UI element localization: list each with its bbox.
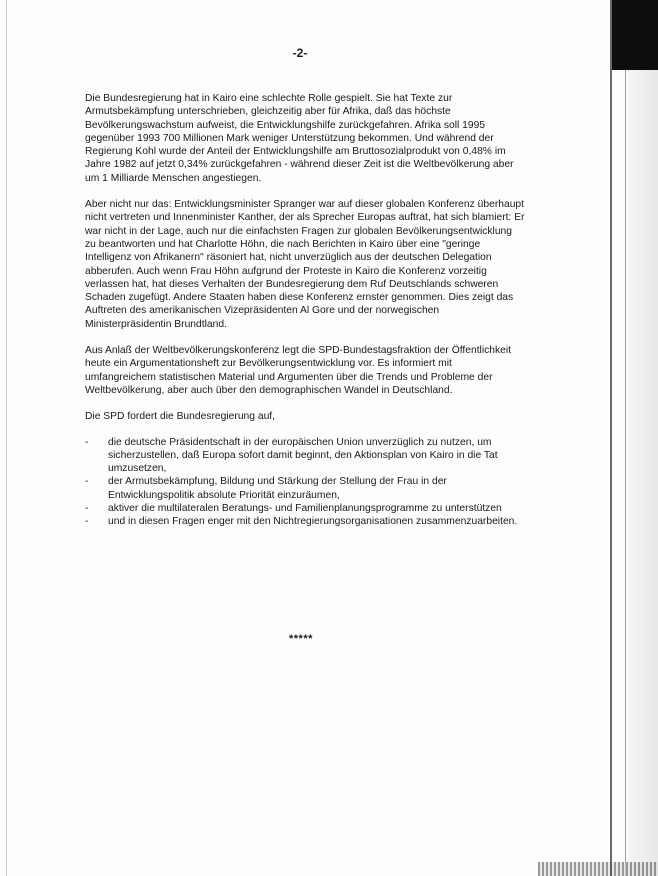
list-dash: - <box>85 476 89 488</box>
page-number: -2- <box>292 46 308 60</box>
scan-edge-strip <box>628 70 658 876</box>
list-dash: - <box>85 516 89 528</box>
paragraph-conference: Aber nicht nur das: Entwicklungsminister Spranger war auf dieser globalen Konferenz überhaupt nicht vertreten und Innenminister Kanther, der als Sprecher Europas auftrat, hat sich blamiert: Er war nicht in der Lage, auch nur die einfachsten Fragen zur globalen Bevölkerungsentwicklung zu beantworten und hat Charlotte Höhn, die nach Berichten in Kairo über eine "geringe Intelligenz von Afrikanern" räsoniert hat, nicht unverzüglich aus der deutschen Delegation abberufen. Auch wenn Frau Höhn aufgrund der Proteste in Kairo die Konferenz vorzeitig verlassen hat, hat dieses Verhalten der Bundesregierung dem Ruf Deutschlands schweren Schaden zugefügt. Andere Staaten haben diese Konferenz ernster genommen. Dies zeigt das Auftreten des amerikanischen Vizepräsidenten Al Gore und der norwegischen Ministerpräsidentin Brundtland. <box>85 199 525 330</box>
document-body <box>85 92 525 529</box>
scan-noise-bottom <box>538 862 658 876</box>
list-item <box>85 436 525 476</box>
demands-list <box>85 436 525 529</box>
list-item <box>85 502 525 515</box>
list-item-text: und in diesen Fragen enger mit den Nichtregierungsorganisationen zusammenzuarbeiten. <box>108 516 518 528</box>
scan-edge-line <box>610 0 612 876</box>
list-dash: - <box>85 503 89 515</box>
scan-edge-shadow <box>612 0 658 70</box>
list-item-text: der Armutsbekämpfung, Bildung und Stärkung der Stellung der Frau in der Entwicklungspolitik absolute Priorität einzuräumen, <box>108 476 447 501</box>
list-dash: - <box>85 436 89 448</box>
scan-edge-left <box>6 0 7 876</box>
paragraph-argument-booklet: Aus Anlaß der Weltbevölkerungskonferenz legt die SPD-Bundestagsfraktion der Öffentlichkeit heute ein Argumentationsheft zur Bevölkerungsentwicklung vor. Es informiert mit umfangreichem statistischen Material und Argumenten über die Trends und Probleme der Weltbevölkerung, aber auch über den demographischen Wandel in Deutschland. <box>85 345 512 396</box>
end-marker: ***** <box>289 633 313 645</box>
paragraph-criticism: Die Bundesregierung hat in Kairo eine schlechte Rolle gespielt. Sie hat Texte zur Armutsbekämpfung unterschrieben, gleichzeitig aber für Afrika, daß das höchste Bevölkerungswachstum aufweist, die Entwicklungshilfe zurückgefahren. Afrika soll 1995 gegenüber 1993 700 Millionen Mark weniger Unterstützung bekommen. Und während der Regierung Kohl wurde der Anteil der Entwicklungshilfe am Bruttosozialprodukt von 0,48% im Jahre 1982 auf jetzt 0,34% zurückgefahren - während dieser Zeit ist die Weltbevölkerung aber um 1 Milliarde Menschen angestiegen. <box>85 93 514 184</box>
list-item-text: die deutsche Präsidentschaft in der europäischen Union unverzüglich zu nutzen, um sicherzustellen, daß Europa sofort damit beginnt, den Aktionsplan von Kairo in die Tat umzusetzen, <box>108 436 498 475</box>
list-item <box>85 475 525 502</box>
list-item <box>85 515 525 528</box>
list-item-text: aktiver die multilateralen Beratungs- und Familienplanungsprogramme zu unterstützen <box>108 503 502 515</box>
paragraph-demands-intro: Die SPD fordert die Bundesregierung auf, <box>85 411 276 423</box>
scan-edge-line-inner <box>625 70 626 876</box>
